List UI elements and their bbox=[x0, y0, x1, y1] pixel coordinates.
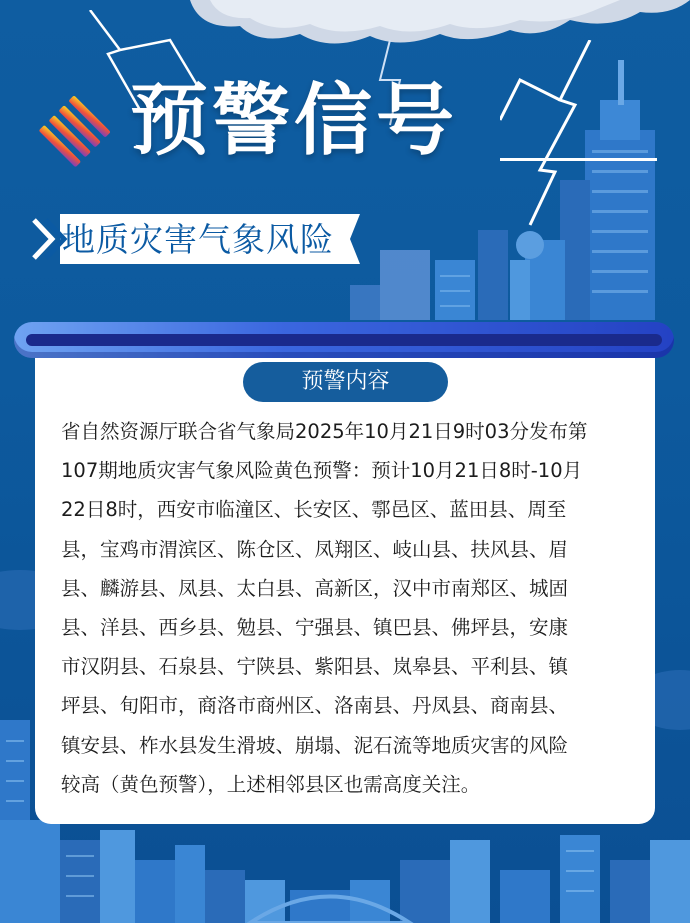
body-line: 省自然资源厅联合省气象局2025年10月21日9时03分发布第 bbox=[61, 420, 588, 443]
lightning-bolt-icon bbox=[500, 40, 610, 230]
section-label: 预警内容 bbox=[243, 362, 448, 402]
body-line: 镇安县、柞水县发生滑坡、崩塌、泥石流等地质灾害的风险 bbox=[61, 733, 569, 757]
page-title: 预警信号 bbox=[130, 76, 459, 166]
body-line: 县，宝鸡市渭滨区、陈仓区、凤翔区、岐山县、扶风县、眉 bbox=[61, 537, 569, 561]
body-line: 县、麟游县、凤县、太白县、高新区，汉中市南郑区、城固 bbox=[61, 576, 569, 600]
colorful-stripes-logo-icon bbox=[34, 92, 114, 172]
scroll-bar-slot bbox=[26, 334, 662, 346]
body-line: 坪县、旬阳市，商洛市商州区、洛南县、丹凤县、商南县、 bbox=[61, 694, 569, 718]
title-underline bbox=[500, 158, 657, 161]
body-line: 县、洋县、西乡县、勉县、宁强县、镇巴县、佛坪县，安康 bbox=[61, 616, 569, 640]
banner-text: 地质灾害气象风险 bbox=[62, 220, 334, 259]
warning-body bbox=[61, 412, 626, 804]
body-line: 市汉阴县、石泉县、宁陕县、紫阳县、岚皋县、平利县、镇 bbox=[61, 655, 569, 679]
body-line: 较高（黄色预警），上述相邻县区也需高度关注。 bbox=[61, 772, 481, 796]
body-line: 22日8时，西安市临潼区、长安区、鄠邑区、蓝田县、周至 bbox=[61, 498, 567, 522]
body-line: 107期地质灾害气象风险黄色预警：预计10月21日8时-10月 bbox=[61, 459, 583, 483]
